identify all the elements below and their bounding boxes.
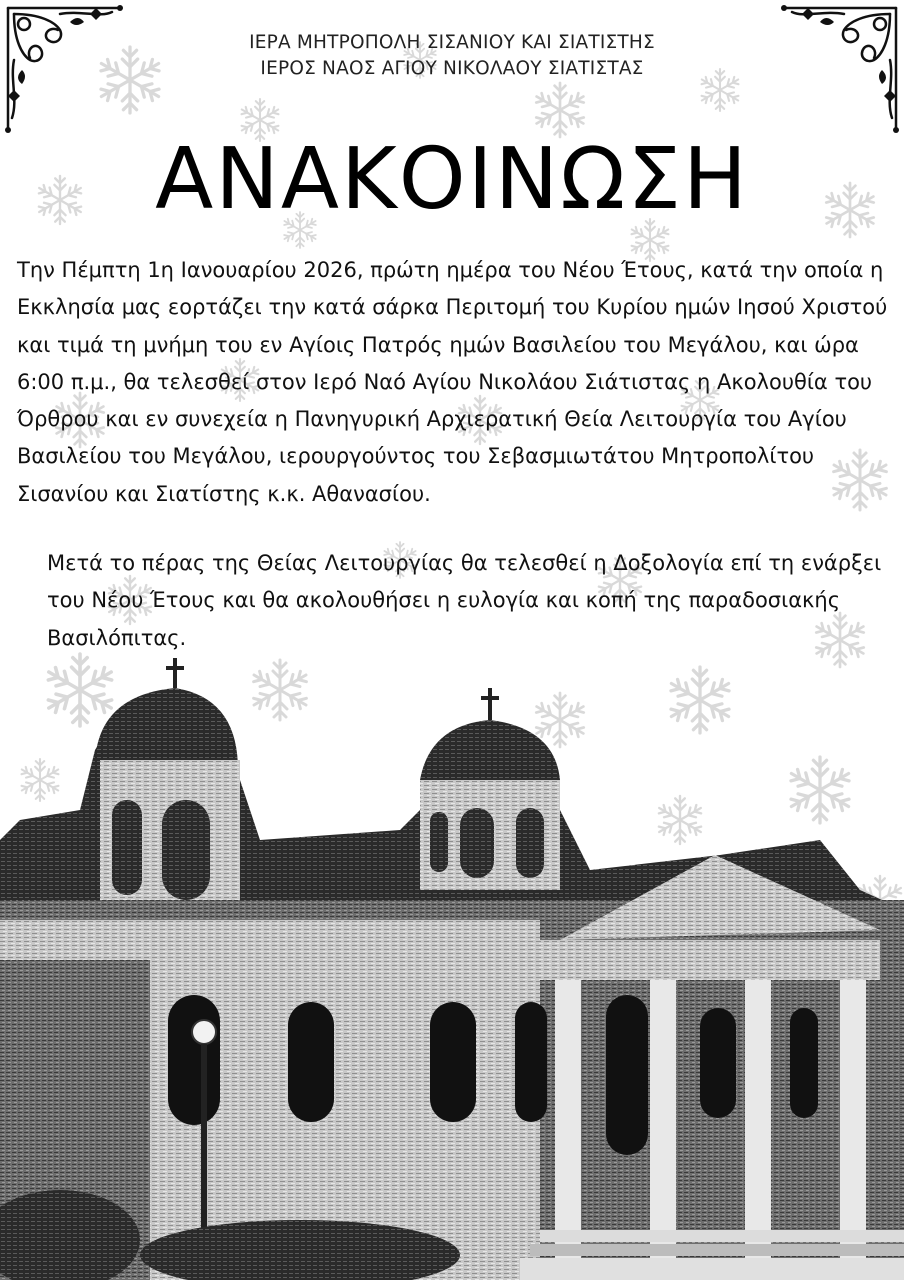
announcement-paragraph-1: Την Πέμπτη 1η Ιανουαρίου 2026, πρώτη ημέρα του Νέου Έτους, κατά την οποία η Εκκλησία μας εορτάζει την κατά σάρκα Περιτομή του Κυρίου ημών Ιησού Χριστού και τιμά τη μνήμη του εν Αγίοις Πατρός ημών Βασιλείου του Μεγάλου, και ώρα 6:00 π.μ., θα τελεσθεί στον Ιερό Ναό Αγίου Νικολάου Σιάτιστας η Ακολουθία του Όρθρου και εν συνεχεία η Πανηγυρική Αρχιερατική Θεία Λειτουργία του Αγίου Βασιλείου του Μεγάλου, ιερουργούντος του Σεβασμιωτάτου Μητροπολίτου Σισανίου και Σιατίστης κ.κ. Αθανασίου.	[17, 258, 888, 506]
page-title: ΑΝΑΚΟΙΝΩΣΗ	[155, 130, 749, 229]
announcement-paragraph-2: Μετά το πέρας της Θείας Λειτουργίας θα τελεσθεί η Δοξολογία επί τη ενάρξει του Νέου Έτους και θα ακολουθήσει η ευλογία και κοπή της παραδοσιακής Βασιλόπιτας.	[47, 551, 882, 650]
church-illustration	[0, 640, 904, 1280]
metropolis-name: ΙΕΡΑ ΜΗΤΡΟΠΟΛΗ ΣΙΣΑΝΙΟΥ ΚΑΙ ΣΙΑΤΙΣΤΗΣ	[249, 32, 655, 53]
header	[0, 30, 904, 82]
church-name: ΙΕΡΟΣ ΝΑΟΣ ΑΓΙΟΥ ΝΙΚΟΛΑΟΥ ΣΙΑΤΙΣΤΑΣ	[260, 58, 644, 79]
